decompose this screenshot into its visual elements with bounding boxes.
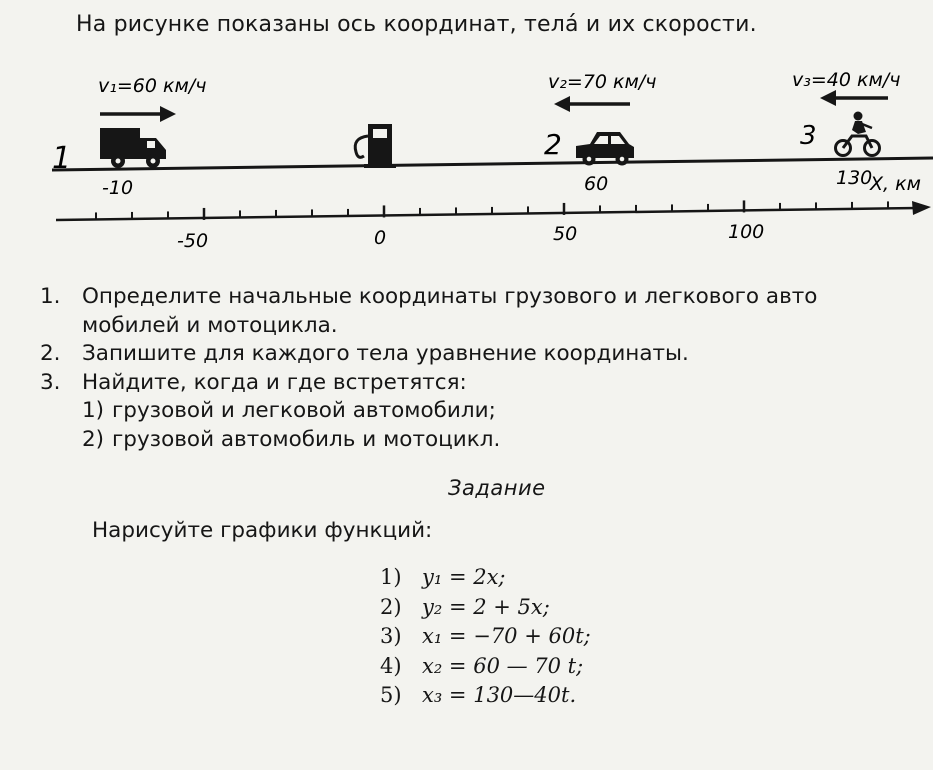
functions-list [380,563,591,711]
question-number: 3. [40,369,61,395]
function-number: 5) [380,683,402,707]
function-item [380,593,591,623]
arrow-left-icon [820,90,888,106]
road-line [52,158,933,170]
question-text: Найдите, когда и где встретятся: [82,369,467,395]
function-item [380,652,591,682]
tick-label-100: 100 [728,221,765,243]
question-item [40,369,933,455]
motorcycle-icon [836,112,880,156]
gas-station-icon [355,124,396,168]
function-formula: x₃ = 130—40t. [422,683,577,707]
arrow-left-icon [554,96,630,112]
sub-question-number: 2) [82,426,105,452]
velocity-3-label: v₃=40 км/ч [792,69,901,91]
tick-label-50: 50 [553,223,578,245]
tick-label-0: 0 [374,227,387,249]
task-text: Нарисуйте графики функций: [92,518,433,543]
x-axis [56,200,931,220]
function-number: 1) [380,565,402,589]
intro-text: На рисунке показаны ось координат, тела́ и их скорости. [76,12,757,37]
velocity-2-label: v₂=70 км/ч [548,71,657,93]
motorcycle-number: 3 [800,121,817,151]
function-formula: y₁ = 2x; [422,565,506,589]
function-number: 4) [380,653,402,678]
sub-question-text: грузовой и легковой автомобили; [112,398,496,423]
coordinate-figure [0,60,933,265]
question-text: Запишите для каждого тела уравнение координаты. [82,341,689,366]
velocity-1-label: v₁=60 км/ч [98,75,207,97]
function-item [380,681,591,711]
truck-icon [100,128,166,168]
truck-coordinate: -10 [102,177,134,199]
sub-question-list [82,397,933,454]
task-heading: Задание [448,476,546,500]
function-number: 2) [380,594,402,619]
question-item [40,283,933,340]
function-number: 3) [380,624,402,648]
car-coordinate: 60 [584,173,609,195]
tick-label-minus-50: -50 [177,230,209,252]
arrow-right-icon [100,106,176,122]
sub-question-item [82,397,933,426]
sub-question-number: 1) [82,398,105,423]
function-item [380,563,591,593]
axis-label: X, км [870,173,921,195]
question-number: 1. [40,284,61,309]
question-number: 2. [40,341,61,366]
question-text-continued: мобилей и мотоцикла. [82,312,338,338]
function-item [380,622,591,652]
figure-svg [0,60,933,265]
question-item [40,340,933,369]
motorcycle-coordinate: 130 [836,167,873,189]
function-formula: x₂ = 60 — 70 t; [422,653,584,678]
question-text: Определите начальные координаты грузового и легкового авто [82,284,818,309]
car-icon [576,132,634,166]
function-formula: y₂ = 2 + 5x; [422,594,550,619]
road-number: 1 [52,141,72,176]
car-number: 2 [544,128,562,161]
function-formula: x₁ = −70 + 60t; [422,624,591,648]
questions-list [40,283,933,454]
sub-question-item [82,426,933,455]
sub-question-text: грузовой автомобиль и мотоцикл. [112,426,501,452]
